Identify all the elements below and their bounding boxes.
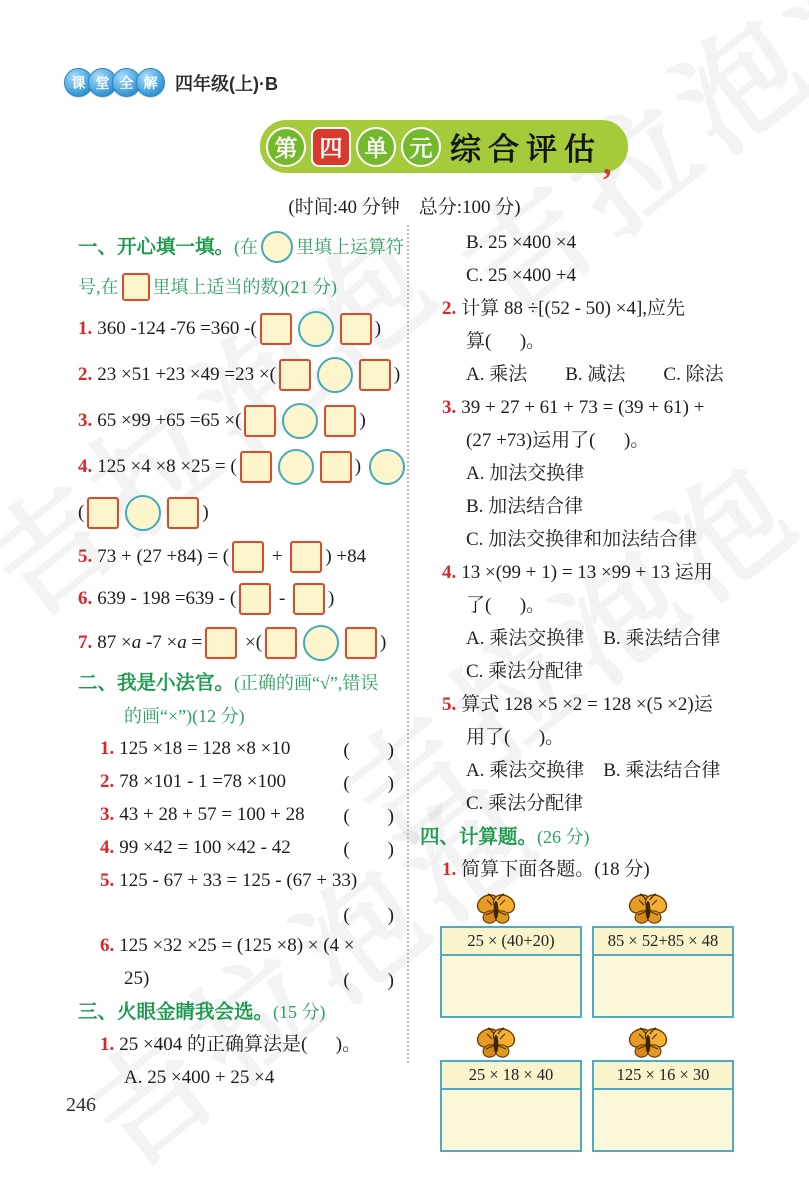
butterfly-icon — [628, 892, 668, 928]
text-span: = — [186, 632, 203, 653]
fill-square-blank — [87, 497, 119, 529]
brand-logo — [64, 68, 165, 97]
item-number: 1. — [442, 858, 457, 880]
text-span: 125 ×32 ×25 = (125 ×8) × (4 × — [119, 934, 355, 956]
text-span: C. 25 ×400 +4 — [466, 264, 577, 286]
text-span: 23 ×51 +23 ×49 =23 ×( — [97, 364, 276, 385]
text-span: 25 ×404 的正确算法是( )。 — [119, 1033, 362, 1055]
text-line — [420, 589, 788, 622]
text-span: 125 - 67 + 33 = 125 - (67 + 33) — [119, 869, 358, 891]
text-line — [420, 754, 788, 787]
text-span: A. 乘法 B. 减法 C. 除法 — [466, 363, 724, 385]
text-line — [420, 259, 788, 292]
text-span: 639 - 198 =639 - ( — [97, 588, 237, 609]
page-number: 246 — [66, 1094, 96, 1116]
text-span: ×( — [240, 632, 263, 653]
item-number: 4. — [100, 836, 115, 858]
banner-title: 综合评估 — [450, 132, 602, 167]
text-span: a — [131, 632, 142, 653]
item-number: 7. — [78, 632, 93, 653]
fill-circle-blank — [369, 449, 405, 485]
fill-square-blank — [293, 583, 325, 615]
answer-parentheses: ( ) — [343, 806, 394, 827]
butterfly-icon — [628, 1026, 668, 1062]
text-span: C. 加法交换律和加法结合律 — [466, 528, 698, 550]
text-span: 简算下面各题。(18 分) — [461, 858, 650, 880]
calc-box-expression: 25 × (40+20) — [442, 928, 580, 956]
text-line — [420, 490, 788, 523]
fill-circle-blank — [261, 231, 293, 263]
fill-square-blank — [340, 313, 372, 345]
answer-parentheses: ( ) — [343, 773, 394, 794]
text-span: ( — [78, 502, 85, 523]
fill-square-blank — [345, 627, 377, 659]
text-line — [78, 831, 408, 864]
calc-box-workspace — [442, 956, 580, 1016]
text-line — [420, 820, 788, 853]
text-span: 125 ×4 ×8 ×25 = ( — [97, 456, 237, 477]
text-line — [78, 536, 408, 578]
calc-box-expression: 25 × 18 × 40 — [442, 1062, 580, 1090]
text-line — [78, 398, 408, 444]
text-span: 计算 88 ÷[(52 - 50) ×4],应先 — [461, 297, 686, 319]
text-line — [78, 798, 408, 831]
text-span: (正确的画“√”,错误 — [234, 672, 379, 693]
text-line — [78, 1028, 408, 1061]
text-line — [420, 325, 788, 358]
fill-square-blank — [359, 359, 391, 391]
unit-badges — [266, 127, 441, 167]
text-line — [420, 457, 788, 490]
text-span: B. 25 ×400 ×4 — [466, 231, 577, 253]
text-span: B. 加法结合律 — [466, 495, 584, 517]
item-number: 5. — [442, 693, 457, 715]
text-span: A. 加法交换律 — [466, 462, 585, 484]
text-line — [78, 620, 408, 666]
fill-circle-blank — [125, 495, 161, 531]
text-line — [78, 352, 408, 398]
calc-box — [592, 926, 734, 1018]
fill-square-blank — [244, 405, 276, 437]
text-span: (15 分) — [273, 1001, 326, 1022]
section-heading: 二、我是小法官。 — [78, 671, 235, 694]
butterfly-icon — [476, 1026, 516, 1062]
text-span: 算式 128 ×5 ×2 = 128 ×(5 ×2)运 — [461, 693, 713, 715]
item-number: 2. — [100, 770, 115, 792]
text-span: (在 — [234, 237, 259, 257]
text-span: (27 +73)运用了( )。 — [466, 429, 650, 451]
column-divider — [407, 225, 409, 1063]
calc-box-expression: 125 × 16 × 30 — [594, 1062, 732, 1090]
text-line — [78, 864, 408, 897]
text-line — [420, 688, 788, 721]
item-number: 2. — [442, 297, 457, 319]
text-line — [420, 853, 788, 886]
page-header — [64, 68, 278, 97]
text-span: 了( )。 — [466, 594, 546, 616]
left-column — [78, 226, 408, 1094]
text-span: C. 乘法分配律 — [466, 792, 584, 814]
text-span: ) +84 — [325, 546, 367, 567]
text-line — [420, 358, 788, 391]
edition-label: 四年级(上)·B — [175, 73, 278, 94]
text-line — [420, 556, 788, 589]
exam-meta: (时间:40 分钟 总分:100 分) — [288, 197, 521, 218]
text-span: 算( )。 — [466, 330, 546, 352]
unit-badge: 元 — [401, 127, 441, 167]
fill-square-blank — [205, 627, 237, 659]
fill-square-blank — [167, 497, 199, 529]
item-number: 4. — [78, 456, 93, 477]
calc-box-expression: 85 × 52+85 × 48 — [594, 928, 732, 956]
text-line — [78, 765, 408, 798]
item-number: 3. — [442, 396, 457, 418]
text-line — [78, 268, 408, 306]
fill-square-blank — [122, 273, 150, 301]
text-line — [78, 578, 408, 620]
text-span: 125 ×18 = 128 ×8 ×10 — [119, 737, 291, 759]
text-span: A. 乘法交换律 B. 乘法结合律 — [466, 627, 721, 649]
item-number: 5. — [100, 869, 115, 891]
item-number: 5. — [78, 546, 93, 567]
text-line — [78, 699, 408, 732]
text-line — [420, 655, 788, 688]
text-span: 13 ×(99 + 1) = 13 ×99 + 13 运用 — [461, 561, 713, 583]
text-span: ) — [354, 456, 366, 477]
text-span: 25) — [124, 967, 150, 989]
text-line — [420, 523, 788, 556]
calc-box — [440, 1060, 582, 1152]
fill-square-blank — [320, 451, 352, 483]
unit-badge: 单 — [356, 127, 396, 167]
text-line — [78, 1061, 408, 1094]
text-line — [420, 787, 788, 820]
text-line — [78, 666, 408, 699]
text-span: ) — [380, 632, 387, 653]
text-span: 号,在 — [78, 277, 119, 297]
title-banner — [260, 120, 628, 182]
text-span: - — [274, 588, 291, 609]
text-line — [78, 929, 408, 962]
text-span: A. 乘法交换律 B. 乘法结合律 — [466, 759, 721, 781]
banner-comma: , — [603, 145, 612, 182]
text-line — [78, 306, 408, 352]
text-span: + — [267, 546, 288, 567]
item-number: 6. — [78, 588, 93, 609]
text-span: ) — [359, 410, 366, 431]
fill-circle-blank — [282, 403, 318, 439]
text-line — [78, 962, 408, 995]
item-number: 2. — [78, 364, 93, 385]
text-span: 39 + 27 + 61 + 73 = (39 + 61) + — [461, 396, 705, 418]
text-line — [78, 226, 408, 268]
text-line — [420, 391, 788, 424]
text-span: ) — [393, 364, 401, 385]
fill-circle-blank — [303, 625, 339, 661]
text-span: 里填上适当的数)(21 分) — [152, 277, 337, 297]
fill-square-blank — [232, 541, 264, 573]
text-span: A. 25 ×400 + 25 ×4 — [124, 1066, 275, 1088]
fill-square-blank — [290, 541, 322, 573]
text-span: ) — [328, 588, 335, 609]
fill-square-blank — [324, 405, 356, 437]
item-number: 3. — [100, 803, 115, 825]
fill-square-blank — [260, 313, 292, 345]
answer-parentheses: ( ) — [343, 904, 394, 926]
logo-bubble: 全 — [112, 68, 141, 97]
text-span: a — [177, 632, 187, 653]
fill-circle-blank — [298, 311, 334, 347]
text-line — [420, 424, 788, 457]
text-line — [78, 995, 408, 1028]
logo-bubble: 堂 — [88, 68, 117, 97]
answer-parentheses: ( ) — [343, 740, 394, 761]
item-number: 1. — [78, 318, 93, 339]
text-line — [78, 490, 408, 536]
text-span: C. 乘法分配律 — [466, 660, 584, 682]
calc-box-workspace — [594, 1090, 732, 1150]
text-span: 78 ×101 - 1 =78 ×100 — [119, 770, 286, 792]
item-number: 6. — [100, 934, 115, 956]
text-line — [78, 444, 408, 490]
text-line — [420, 292, 788, 325]
text-span: ) — [202, 502, 209, 523]
calc-box — [592, 1060, 734, 1152]
logo-bubble: 解 — [136, 68, 165, 97]
calc-box — [440, 926, 582, 1018]
item-number: 3. — [78, 410, 93, 431]
fill-square-blank — [279, 359, 311, 391]
logo-bubble: 课 — [64, 68, 93, 97]
calc-box-workspace — [594, 956, 732, 1016]
text-line — [420, 226, 788, 259]
unit-badge: 四 — [311, 127, 351, 167]
text-span: 43 + 28 + 57 = 100 + 28 — [119, 803, 305, 825]
item-number: 4. — [442, 561, 457, 583]
text-span: 73 + (27 +84) = ( — [97, 546, 230, 567]
fill-square-blank — [239, 583, 271, 615]
fill-square-blank — [240, 451, 272, 483]
butterfly-icon — [476, 892, 516, 928]
answer-parentheses: ( ) — [343, 970, 394, 991]
text-span: (26 分) — [537, 826, 590, 847]
unit-badge: 第 — [266, 127, 306, 167]
text-line — [78, 732, 408, 765]
section-heading: 四、计算题。 — [420, 825, 538, 848]
calc-box-workspace — [442, 1090, 580, 1150]
text-span: -7 × — [141, 632, 178, 653]
section-heading: 一、开心填一填。 — [78, 236, 235, 258]
text-line — [420, 622, 788, 655]
calc-grid — [420, 926, 788, 1152]
text-span: 360 -124 -76 =360 -( — [97, 318, 257, 339]
item-number: 1. — [100, 737, 115, 759]
text-span: 的画“×”)(12 分) — [124, 705, 245, 726]
fill-circle-blank — [317, 357, 353, 393]
fill-circle-blank — [278, 449, 314, 485]
text-span: 用了( )。 — [466, 726, 565, 748]
text-span: ) — [374, 318, 382, 339]
text-span: 65 ×99 +65 =65 ×( — [97, 410, 242, 431]
text-line — [420, 721, 788, 754]
item-number: 1. — [100, 1033, 115, 1055]
fill-square-blank — [265, 627, 297, 659]
section-heading: 三、火眼金睛我会选。 — [78, 1000, 274, 1023]
text-span: 里填上运算符 — [296, 237, 405, 257]
text-span: 99 ×42 = 100 ×42 - 42 — [119, 836, 291, 858]
right-column — [420, 226, 788, 1152]
text-span: 87 × — [97, 632, 132, 653]
text-line — [78, 897, 408, 929]
answer-parentheses: ( ) — [343, 839, 394, 860]
